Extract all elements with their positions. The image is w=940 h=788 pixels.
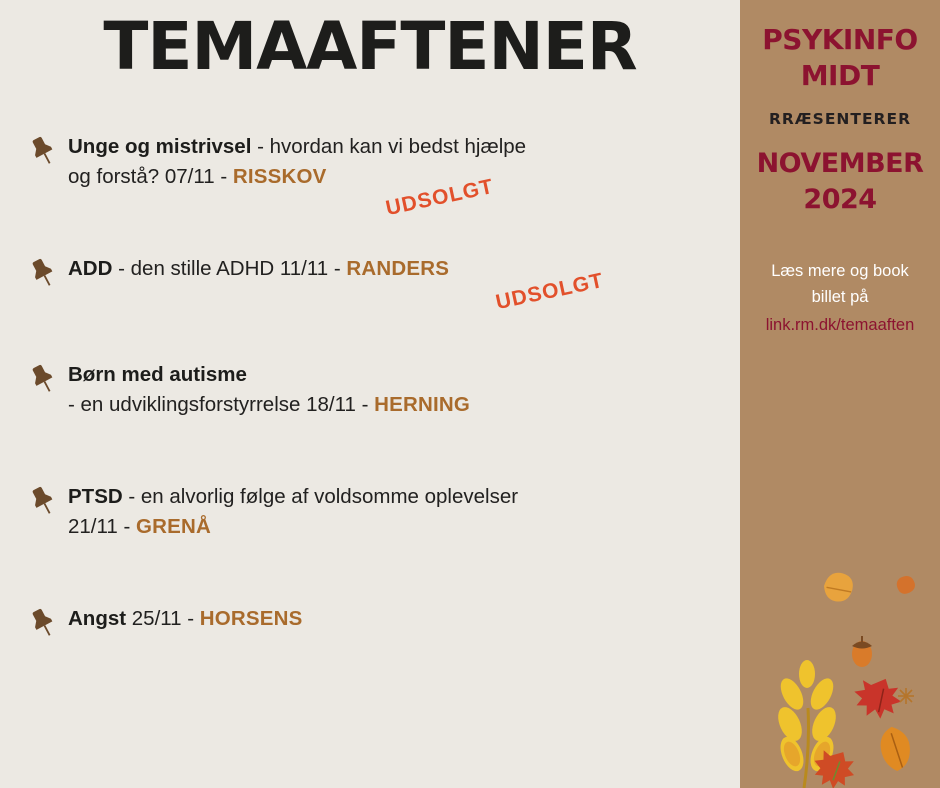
event-list xyxy=(0,132,740,638)
autumn-leaves-decoration xyxy=(740,458,940,788)
event-date: 21/11 - xyxy=(68,515,136,538)
pushpin-icon xyxy=(26,256,60,290)
list-item[interactable] xyxy=(0,254,740,315)
month-label: NOVEMBER xyxy=(756,148,924,179)
event-title: Unge og mistrivsel xyxy=(68,135,252,158)
event-title: Angst xyxy=(68,607,127,630)
page-title: TEMAAFTENER xyxy=(103,8,637,85)
list-item[interactable] xyxy=(0,360,740,424)
list-item[interactable] xyxy=(0,482,740,546)
pushpin-icon xyxy=(26,134,60,168)
pushpin-icon xyxy=(26,484,60,518)
event-city: HERNING xyxy=(374,393,471,416)
booking-line-1: Læs mere og book xyxy=(771,262,909,280)
event-text xyxy=(68,254,740,284)
event-city: RISSKOV xyxy=(232,165,327,188)
brand-line-2: MIDT xyxy=(800,59,880,92)
booking-link[interactable]: link.rm.dk/temaaften xyxy=(765,316,915,334)
event-title: ADD xyxy=(68,257,113,280)
event-city: RANDERS xyxy=(346,257,450,280)
event-desc: - en alvorlig følge af voldsomme oplevelser xyxy=(122,485,519,508)
event-text xyxy=(68,132,740,192)
date-block xyxy=(740,146,940,218)
event-date: 25/11 - xyxy=(126,607,200,630)
list-item[interactable] xyxy=(0,132,740,221)
event-desc: - en udviklingsforstyrrelse 18/11 - xyxy=(68,393,375,416)
event-desc: - hvordan kan vi bedst hjælpe xyxy=(251,135,527,158)
year-label: 2024 xyxy=(803,184,877,215)
event-text xyxy=(68,604,740,634)
pushpin-icon xyxy=(26,362,60,396)
event-desc: - den stille ADHD 11/11 - xyxy=(112,257,347,280)
status-badge: UDSOLGT xyxy=(383,174,496,221)
booking-info xyxy=(740,258,940,338)
pushpin-icon xyxy=(26,606,60,640)
event-date: og forstå? 07/11 - xyxy=(68,165,233,188)
event-city: GRENÅ xyxy=(136,515,212,538)
presents-label: RRÆSENTERER xyxy=(768,110,912,128)
event-text xyxy=(68,482,740,542)
booking-line-2: billet på xyxy=(811,288,869,306)
event-title: PTSD xyxy=(68,485,123,508)
event-text xyxy=(68,360,740,420)
poster-sidebar xyxy=(740,0,940,788)
brand-line-1: PSYKINFO xyxy=(762,23,918,56)
status-badge: UDSOLGT xyxy=(493,268,606,315)
list-item[interactable] xyxy=(0,604,740,638)
brand-name xyxy=(740,22,940,94)
event-title: Børn med autisme xyxy=(68,363,247,386)
event-city: HORSENS xyxy=(199,607,303,630)
